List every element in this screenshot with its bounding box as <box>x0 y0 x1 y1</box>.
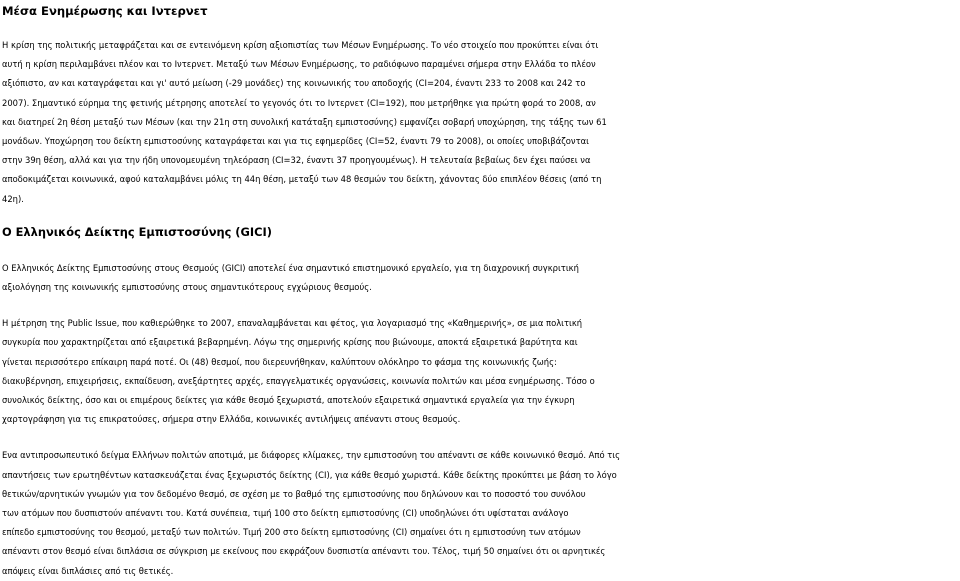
paragraph-line: Ο Ελληνικός Δείκτης Εμπιστοσύνης στους Θεσμούς (GICI) αποτελεί ένα σημαντικό επιστημονικό εργαλείο, για τη διαχρονική συγκριτική <box>2 262 579 273</box>
media-paragraph <box>2 36 958 209</box>
paragraph-line: και διατηρεί 2η θέση μεταξύ των Μέσων (και την 21η στη συνολική κατάταξη εμπιστοσύνης) εμφανίζει σοβαρή υποχώρηση, της τάξης των 61 <box>2 116 607 127</box>
paragraph-line: διακυβέρνηση, επιχειρήσεις, εκπαίδευση, ανεξάρτητες αρχές, επαγγελματικές οργανώσεις, κοινωνία πολιτών και μέσα ενημέρωσης. Τόσο ο <box>2 375 595 386</box>
paragraph-line: 42η). <box>2 193 24 204</box>
gici-intro-paragraph <box>2 259 958 297</box>
paragraph-line: αυτή η κρίση περιλαμβάνει πλέον και το Ιντερνετ. Μεταξύ των Μέσων Ενημέρωσης, το ραδιόφωνο παραμένει σήμερα στην Ελλάδα το πλέον <box>2 59 596 70</box>
paragraph-line: Η μέτρηση της Public Issue, που καθιερώθηκε το 2007, επαναλαμβάνεται και φέτος, για λογαριασμό της «Καθημερινής», σε μια πολιτική <box>2 318 583 329</box>
paragraph-line: χαρτογράφηση για τις επικρατούσες, σήμερα στην Ελλάδα, κοινωνικές αντιλήψεις απέναντι στους θεσμούς. <box>2 414 461 425</box>
public-issue-paragraph <box>2 314 958 429</box>
section-title-gici: Ο Ελληνικός Δείκτης Εμπιστοσύνης (GICI) <box>2 224 272 239</box>
paragraph-line: συγκυρία που χαρακτηρίζεται από εξαιρετικά βεβαρημένη. Λόγω της σημερινής κρίσης που βιώνουμε, αποκτά εξαιρετικά βαρύτητα και <box>2 337 578 348</box>
paragraph-line: στην 39η θέση, αλλά και για την ήδη υπονομευμένη τηλεόραση (CI=32, έναντι 37 προηγουμένως). Η τελευταία βεβαίως δεν έχει παύσει να <box>2 155 591 166</box>
paragraph-line: απόψεις είναι διπλάσιες από τις θετικές. <box>2 565 174 576</box>
paragraph-line: συνολικός δείκτης, όσο και οι επιμέρους δείκτες για κάθε θεσμό ξεχωριστά, αποτελούν εξαιρετικά σημαντικά εργαλεία για την έγκυρη <box>2 395 575 406</box>
paragraph-line: των ατόμων που δυσπιστούν απέναντι του. Κατά συνέπεια, τιμή 100 στο δείκτη εμπιστοσύνης (CI) υποδηλώνει ότι υφίσταται ανάλογο <box>2 508 569 519</box>
paragraph-line: αξιολόγηση της κοινωνικής εμπιστοσύνης στους σημαντικότερους εγχώριους θεσμούς. <box>2 282 372 293</box>
paragraph-line: απαντήσεις των ερωτηθέντων κατασκευάζεται ένας ξεχωριστός δείκτης (CI), για κάθε θεσμό χωριστά. Κάθε δείκτης προκύπτει με βάση το λόγο <box>2 469 617 480</box>
paragraph-line: επίπεδο εμπιστοσύνης του θεσμού, μεταξύ των πολιτών. Τιμή 200 στο δείκτη εμπιστοσύνης (CI) σημαίνει ότι η εμπιστοσύνη των ατόμων <box>2 527 581 538</box>
paragraph-line: γίνεται περισσότερο επίκαιρη παρά ποτέ. Οι (48) θεσμοί, που διερευνήθηκαν, καλύπτουν ολόκληρο το φάσμα της κοινωνικής ζωής: <box>2 356 557 367</box>
paragraph-line: μονάδων. Υποχώρηση του δείκτη εμπιστοσύνης καταγράφεται και για τις εφημερίδες (CI=52, έναντι 79 το 2008), οι οποίες υποβιβάζονται <box>2 136 589 147</box>
paragraph-line: αποδοκιμάζεται κοινωνικά, αφού καταλαμβάνει μόλις τη 44η θέση, μεταξύ των 48 θεσμών του δείκτη, χάνοντας δύο επιπλέον θέσεις (από τη <box>2 174 602 185</box>
paragraph-line: 2007). Σημαντικό εύρημα της φετινής μέτρησης αποτελεί το γεγονός ότι το Ιντερνετ (CI=192), που μετρήθηκε για πρώτη φορά το 2008, αν <box>2 97 596 108</box>
paragraph-line: απέναντι στον θεσμό είναι διπλάσια σε σύγκριση με εκείνους που εκφράζουν δυσπιστία απέναντι του. Τέλος, τιμή 50 σημαίνει ότι οι αρνητικές <box>2 546 606 557</box>
paragraph-line: θετικών/αρνητικών γνωμών για τον δεδομένο θεσμό, σε σχέση με το βαθμό της εμπιστοσύνης που δηλώνουν και το ποσοστό του συνόλου <box>2 488 586 499</box>
section-title-media: Μέσα Ενημέρωσης και Ιντερνετ <box>2 4 208 18</box>
paragraph-line: Ενα αντιπροσωπευτικό δείγμα Ελλήνων πολιτών αποτιμά, με διάφορες κλίμακες, την εμπιστοσύνη του απέναντι σε κάθε κοινωνικό θεσμό. Από τις <box>2 450 621 461</box>
paragraph-line: Η κρίση της πολιτικής μεταφράζεται και σε εντεινόμενη κρίση αξιοπιστίας των Μέσων Ενημέρωσης. Το νέο στοιχείο που προκύπτει είναι ότι <box>2 40 599 50</box>
paragraph-line: αξιόπιστο, αν και καταγράφεται και γι' αυτό μείωση (-29 μονάδες) της κοινωνικής του αποδοχής (CI=204, έναντι 233 το 2008 και 242 το <box>2 78 586 89</box>
methodology-paragraph <box>2 446 958 580</box>
